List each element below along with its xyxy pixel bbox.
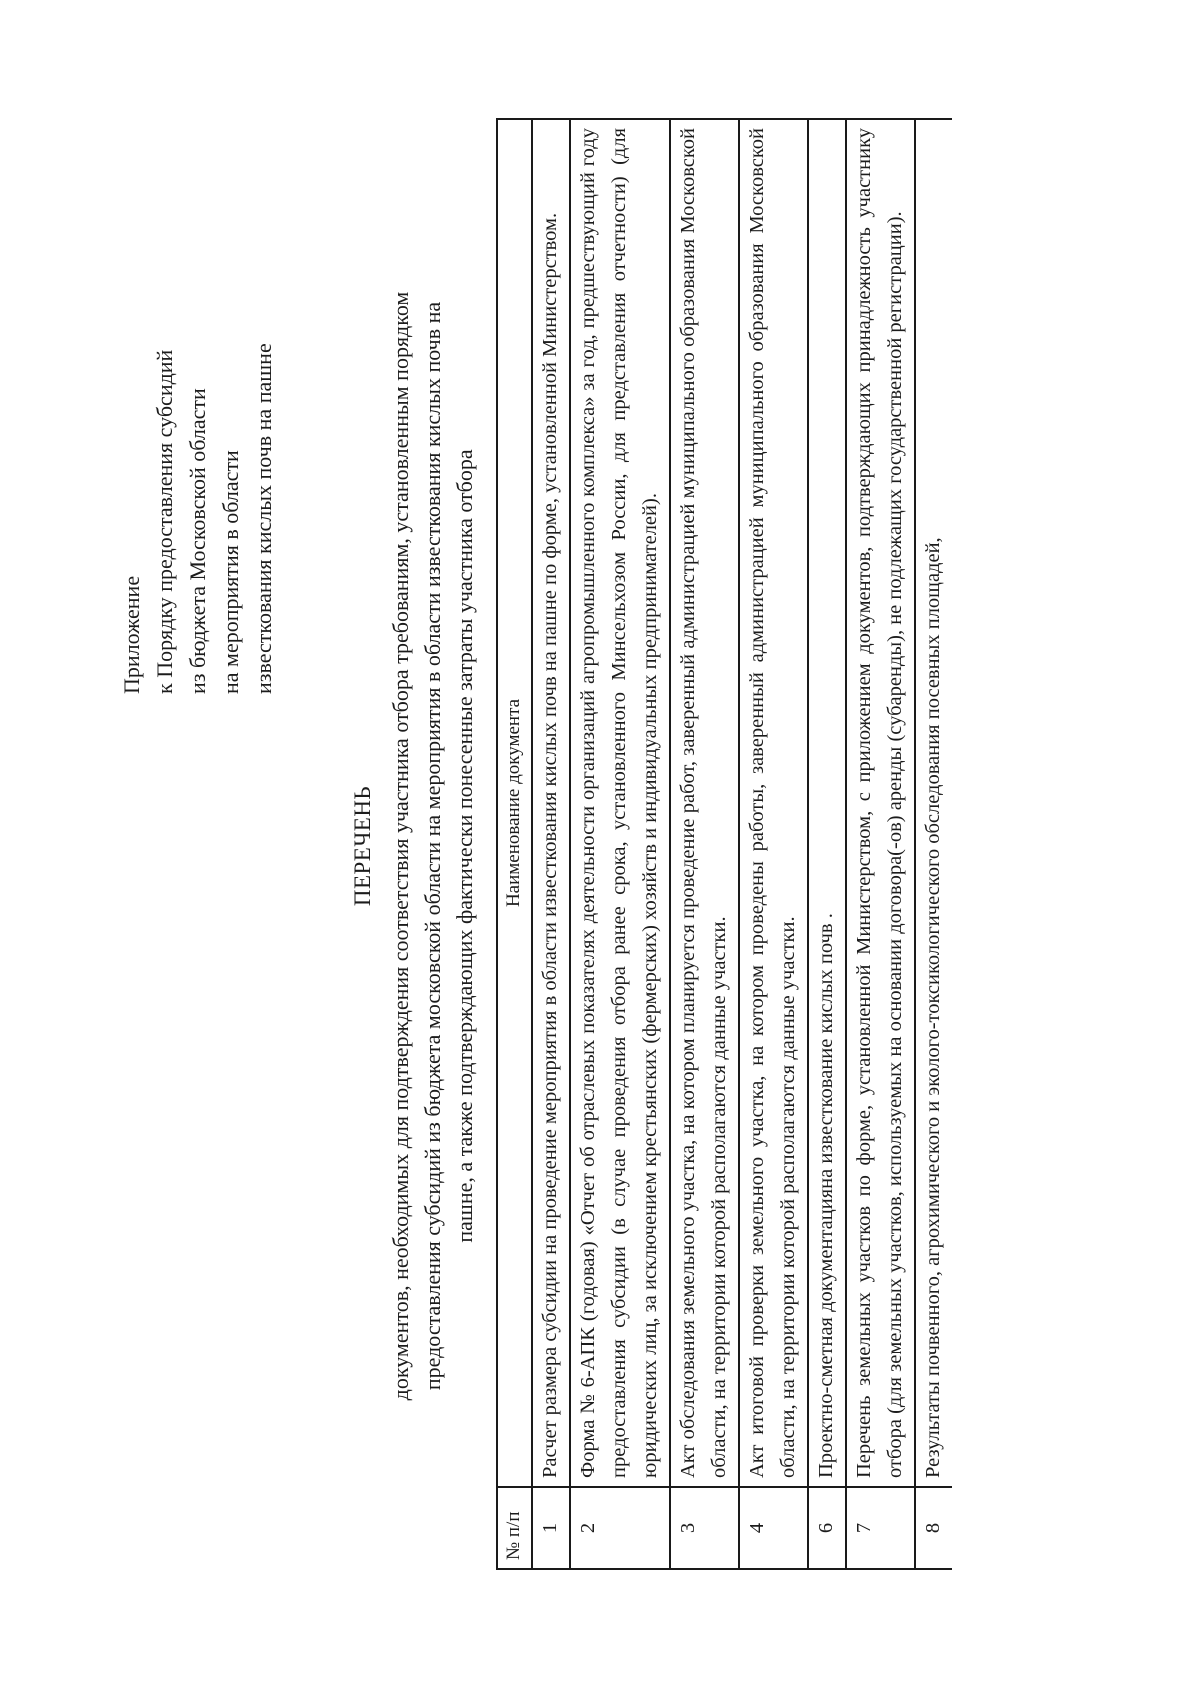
appendix-line: известкования кислых почв на пашне [251,343,276,694]
table-row [846,119,915,1569]
row-number: 3 [670,1487,739,1569]
subtitle-line: документов, необходимых для подтверждения соответствия участника отбора требованиям, установленным порядком [388,291,413,1401]
table-row [808,119,846,1569]
row-number: 4 [739,1487,808,1569]
row-document-name: Расчет размера субсидии на проведение мероприятия в области известкования кислых почв на пашне по форме, установленной Министерством. [532,119,570,1487]
table-header-row [497,119,532,1569]
document-title: ПЕРЕЧЕНЬ [350,785,375,907]
column-header-name: Наименование документа [497,119,532,1487]
table-row [670,119,739,1569]
appendix-line: к Порядку предоставления субсидий [152,349,177,694]
subtitle-line: пашне, а также подтверждающих фактически понесенные затраты участника отбора [452,449,477,1243]
appendix-line: на мероприятия в области [218,450,243,694]
document-subtitle [385,126,481,1566]
appendix-header [115,174,280,694]
row-document-name: Перечень земельных участков по форме, установленной Министерством, с приложением документов, подтверждающих принадлежность участнику отбора (для земельных участков, используемых на основании договора(-ов) аренды (субаренды), не подлежащих государственной регистрации). [846,119,915,1487]
documents-table [496,118,952,1570]
subtitle-line: предоставления субсидий из бюджета московской области на мероприятия в области известкования кислых почв на [420,301,445,1391]
column-header-number: № п/п [497,1487,532,1569]
row-number: 1 [532,1487,570,1569]
row-document-name: Акт обследования земельного участка, на котором планируется проведение работ, заверенный администрацией муниципального образования Московской области, на территории которой располагаются данные участки. [670,119,739,1487]
appendix-line: Приложение [119,575,144,694]
row-document-name: Проектно-сметная документацияна известкование кислых почв . [808,119,846,1487]
table-row [570,119,670,1569]
table-row [532,119,570,1569]
row-number: 8 [915,1487,952,1569]
row-number: 2 [570,1487,670,1569]
row-document-name: Акт итоговой проверки земельного участка, на котором проведены работы, заверенный администрацией муниципального образования Московской области, на территории которой располагаются данные участки. [739,119,808,1487]
row-number: 6 [808,1487,846,1569]
row-document-name: Результаты почвенного, агрохимического и эколого-токсикологического обследования посевных площадей, [915,119,952,1487]
row-document-name: Форма № 6-АПК (годовая) «Отчет об отраслевых показателях деятельности организаций агропромышленного комплекса» за год, предшествующий году предоставления субсидии (в случае проведения отбора ранее срока, установленного Минсельхозом России, для представления отчетности) (для юридических лиц, за исключением крестьянских (фермерских) хозяйств и индивидуальных предпринимателей). [570,119,670,1487]
appendix-line: из бюджета Московской области [185,388,210,694]
table-row [915,119,952,1569]
document-page [60,96,1110,1596]
row-number: 7 [846,1487,915,1569]
table-row [739,119,808,1569]
